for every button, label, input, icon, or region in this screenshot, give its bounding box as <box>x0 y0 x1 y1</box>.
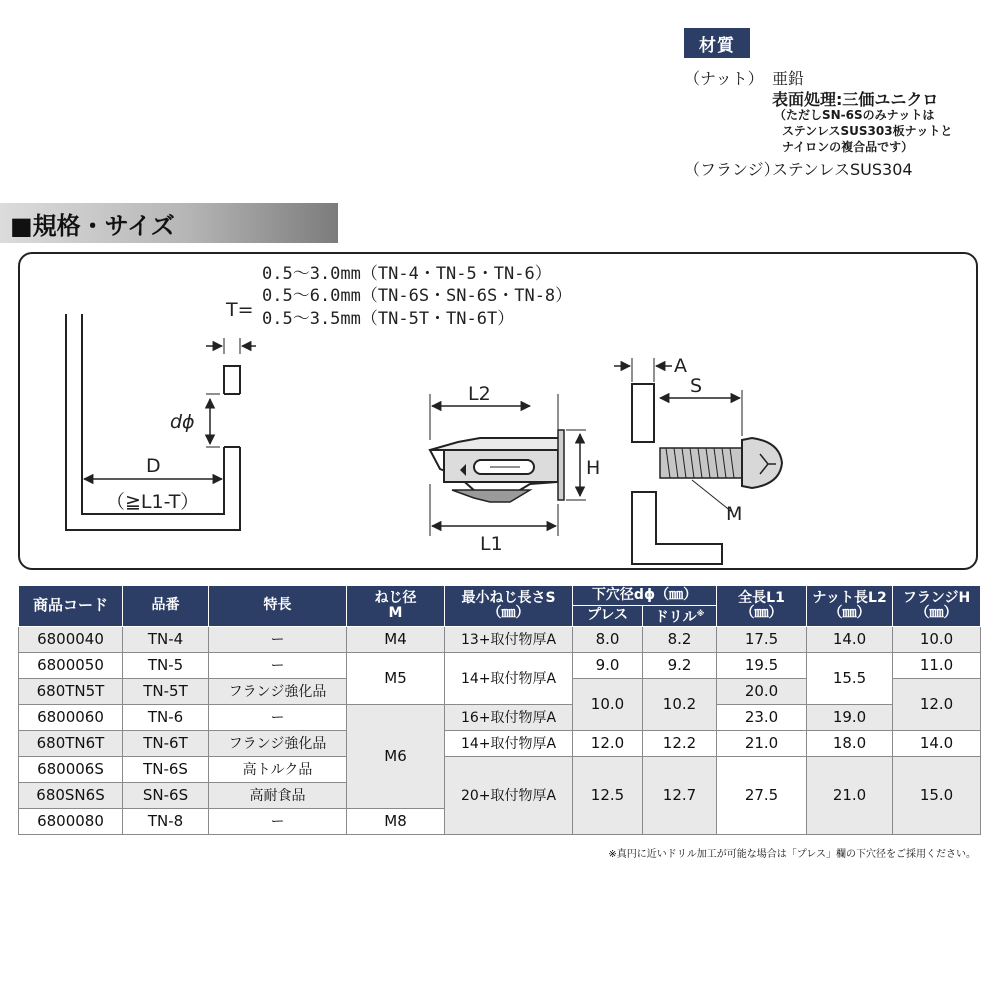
cell-press: 12.5 <box>573 756 643 834</box>
cell-h: 15.0 <box>893 756 981 834</box>
header-drill <box>643 606 717 627</box>
cell-code: 680TN5T <box>19 678 123 704</box>
t-range-1: 0.5～3.0mm（TN-4・TN-5・TN-6） <box>262 264 552 284</box>
material-badge: 材質 <box>684 28 750 58</box>
table-row <box>19 756 981 782</box>
surface-treatment: 表面処理:三価ユニクロ <box>772 90 939 109</box>
s-label: S <box>690 375 703 397</box>
cell-feature: ー <box>209 704 347 730</box>
flange-label: （フランジ） <box>684 160 780 179</box>
cell-part: TN-5 <box>123 652 209 678</box>
dphi-label: dϕ <box>170 411 195 433</box>
cell-minlen: 14+取付物厚A <box>445 730 573 756</box>
header-thread-line2: M <box>388 604 403 621</box>
material-note-3: ナイロンの複合品です） <box>782 140 914 154</box>
cell-l1: 27.5 <box>717 756 807 834</box>
header-drill-mark: ※ <box>696 609 705 618</box>
cell-h: 11.0 <box>893 652 981 678</box>
cell-minlen: 13+取付物厚A <box>445 626 573 652</box>
header-l1-line2: （㎜） <box>740 604 783 621</box>
material-note-1: （ただしSN-6Sのみナットは <box>774 108 935 122</box>
cell-minlen: 16+取付物厚A <box>445 704 573 730</box>
t-range-3: 0.5～3.5mm（TN-5T・TN-6T） <box>262 309 515 329</box>
d-sub-label: （≧L1-T） <box>106 491 200 513</box>
header-l2 <box>807 586 893 627</box>
header-thread-line1: ねじ径 <box>374 589 417 606</box>
cell-feature: ー <box>209 626 347 652</box>
cell-drill: 9.2 <box>643 652 717 678</box>
h-label: H <box>586 457 601 479</box>
cell-part: SN-6S <box>123 782 209 808</box>
cell-l1: 20.0 <box>717 678 807 704</box>
cell-l2: 14.0 <box>807 626 893 652</box>
cell-drill: 8.2 <box>643 626 717 652</box>
header-hole: 下穴径dϕ（㎜） <box>573 586 717 606</box>
header-l1-line1: 全長L1 <box>738 589 785 606</box>
flange-material: ステンレスSUS304 <box>772 160 913 179</box>
cell-code: 680006S <box>19 756 123 782</box>
cell-part: TN-6S <box>123 756 209 782</box>
cell-l2: 19.0 <box>807 704 893 730</box>
section-title: ■規格・サイズ <box>10 211 175 240</box>
header-l2-line2: （㎜） <box>828 604 871 621</box>
section-header <box>0 203 338 243</box>
header-l1 <box>717 586 807 627</box>
header-h-line2: （㎜） <box>915 604 958 621</box>
cell-feature: 高耐食品 <box>209 782 347 808</box>
header-drill-label: ドリル <box>654 609 697 626</box>
cell-l2: 18.0 <box>807 730 893 756</box>
header-part: 品番 <box>123 586 209 627</box>
cell-thread: M5 <box>347 652 445 704</box>
cell-l1: 17.5 <box>717 626 807 652</box>
header-feature: 特長 <box>209 586 347 627</box>
cell-press: 9.0 <box>573 652 643 678</box>
cell-part: TN-5T <box>123 678 209 704</box>
cell-minlen: 14+取付物厚A <box>445 652 573 704</box>
header-l2-line1: ナット長L2 <box>812 589 887 606</box>
cell-thread: M8 <box>347 808 445 834</box>
header-thread <box>347 586 445 627</box>
cell-press: 12.0 <box>573 730 643 756</box>
cell-thread: M6 <box>347 704 445 808</box>
table-row <box>19 626 981 652</box>
cell-drill: 12.7 <box>643 756 717 834</box>
cell-part: TN-4 <box>123 626 209 652</box>
cell-code: 680SN6S <box>19 782 123 808</box>
t-label: T= <box>226 299 254 321</box>
cell-feature: ー <box>209 652 347 678</box>
cell-part: TN-8 <box>123 808 209 834</box>
cell-l1: 19.5 <box>717 652 807 678</box>
header-h <box>893 586 981 627</box>
diagram-svg <box>20 254 980 572</box>
cell-drill: 12.2 <box>643 730 717 756</box>
cell-h: 10.0 <box>893 626 981 652</box>
m-label: M <box>726 503 743 525</box>
cell-code: 6800080 <box>19 808 123 834</box>
header-press: プレス <box>573 606 643 627</box>
cell-drill: 10.2 <box>643 678 717 730</box>
cell-feature: 高トルク品 <box>209 756 347 782</box>
cell-l2: 15.5 <box>807 652 893 704</box>
table-row <box>19 704 981 730</box>
cell-code: 680TN6T <box>19 730 123 756</box>
tnut-side-view <box>430 430 564 502</box>
cell-feature: ー <box>209 808 347 834</box>
cell-part: TN-6 <box>123 704 209 730</box>
dimension-diagram <box>18 252 978 570</box>
cell-code: 6800050 <box>19 652 123 678</box>
footnote: ※真円に近いドリル加工が可能な場合は「プレス」欄の下穴径をご採用ください。 <box>608 849 976 860</box>
nut-material: 亜鉛 <box>772 69 805 88</box>
cell-l1: 23.0 <box>717 704 807 730</box>
table-row <box>19 730 981 756</box>
d-label: D <box>146 455 161 477</box>
cell-code: 6800040 <box>19 626 123 652</box>
attachment-plate <box>632 384 654 442</box>
panel-bracket <box>632 492 722 564</box>
spec-table <box>18 585 981 835</box>
nut-label: （ナット） <box>684 69 764 88</box>
cell-l1: 21.0 <box>717 730 807 756</box>
cell-press: 8.0 <box>573 626 643 652</box>
header-h-line1: フランジH <box>902 589 971 606</box>
l2-label: L2 <box>468 383 491 405</box>
cell-l2: 21.0 <box>807 756 893 834</box>
cell-press: 10.0 <box>573 678 643 730</box>
bolt <box>660 438 782 488</box>
cell-feature: フランジ強化品 <box>209 678 347 704</box>
l1-label: L1 <box>480 533 503 555</box>
material-note-2: ステンレスSUS303板ナットと <box>782 124 953 138</box>
a-label: A <box>674 355 687 377</box>
cell-h: 12.0 <box>893 678 981 730</box>
header-code: 商品コード <box>19 586 123 627</box>
header-minlen-line2: （㎜） <box>487 604 530 621</box>
header-minlen <box>445 586 573 627</box>
table-row <box>19 652 981 678</box>
cell-code: 6800060 <box>19 704 123 730</box>
cell-minlen: 20+取付物厚A <box>445 756 573 834</box>
cell-feature: フランジ強化品 <box>209 730 347 756</box>
t-range-2: 0.5～6.0mm（TN-6S・SN-6S・TN-8） <box>262 286 573 306</box>
header-minlen-line1: 最小ねじ長さS <box>461 589 556 606</box>
cell-thread: M4 <box>347 626 445 652</box>
cell-part: TN-6T <box>123 730 209 756</box>
cell-h: 14.0 <box>893 730 981 756</box>
